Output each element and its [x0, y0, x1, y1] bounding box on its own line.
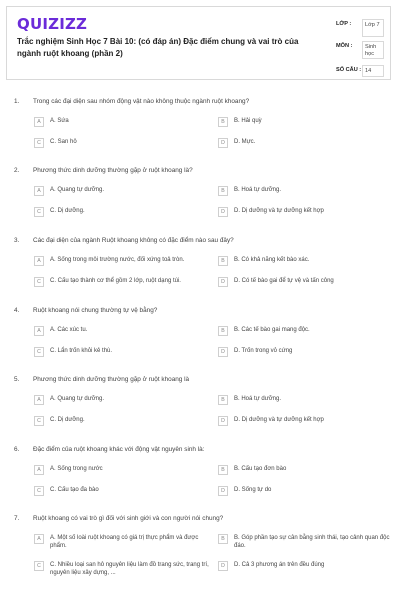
option-text: A. Các xúc tu.	[50, 327, 88, 333]
meta-label-class: LỚP :	[336, 21, 352, 27]
option-b[interactable]	[218, 117, 392, 133]
question-text: Đặc điểm của ruột khoang khác với động vật nguyên sinh là:	[33, 446, 205, 453]
option-letter-badge: C	[34, 347, 44, 357]
option-text: B. Hải quỳ	[234, 118, 262, 124]
option-a[interactable]	[34, 186, 208, 202]
option-letter-badge: C	[34, 207, 44, 217]
option-letter-badge: C	[34, 561, 44, 571]
option-letter-badge: B	[218, 326, 228, 336]
option-letter-badge: B	[218, 395, 228, 405]
question-text: Phương thức dinh dưỡng thường gặp ở ruột khoang là	[33, 376, 190, 383]
option-c[interactable]	[34, 486, 208, 502]
option-letter-badge: B	[218, 117, 228, 127]
option-text: D. Dị dưỡng và tự dưỡng kết hợp	[234, 417, 324, 423]
option-d[interactable]	[218, 138, 392, 154]
meta-row-class	[332, 19, 390, 39]
option-letter-badge: A	[34, 256, 44, 266]
option-text: D. Mực.	[234, 139, 256, 145]
question-3	[0, 237, 400, 297]
option-d[interactable]	[218, 416, 392, 432]
option-text: C. Dị dưỡng.	[50, 417, 85, 423]
question-text: Ruột khoang có vai trò gì đối với sinh giới và con người nói chung?	[33, 515, 224, 522]
option-a[interactable]	[34, 256, 208, 272]
option-b[interactable]	[218, 534, 392, 554]
meta-value-count: 14	[362, 65, 384, 77]
question-text: Ruột khoang nói chung thường tự vệ bằng?	[33, 307, 158, 314]
option-text: D. Sống tự do	[234, 487, 272, 493]
option-a[interactable]	[34, 465, 208, 481]
option-text: D. Trốn trong vỏ cứng	[234, 348, 293, 354]
option-letter-badge: C	[34, 486, 44, 496]
worksheet-header	[6, 6, 391, 80]
option-text: C. Dị dưỡng.	[50, 208, 85, 214]
option-c[interactable]	[34, 416, 208, 432]
question-number: 7.	[14, 515, 20, 522]
option-letter-badge: B	[218, 465, 228, 475]
option-letter-badge: A	[34, 117, 44, 127]
option-a[interactable]	[34, 117, 208, 133]
option-b[interactable]	[218, 395, 392, 411]
option-b[interactable]	[218, 256, 392, 272]
option-c[interactable]	[34, 138, 208, 154]
option-text: B. Cấu tạo đơn bào	[234, 466, 287, 472]
meta-label-subject: MÔN :	[336, 43, 353, 49]
option-letter-badge: A	[34, 326, 44, 336]
option-d[interactable]	[218, 277, 392, 293]
option-d[interactable]	[218, 486, 392, 502]
question-number: 1.	[14, 98, 20, 105]
option-text: D. Dị dưỡng và tự dưỡng kết hợp	[234, 208, 324, 214]
meta-label-count: SỐ CÂU :	[336, 67, 362, 73]
option-a[interactable]	[34, 326, 208, 342]
option-letter-badge: C	[34, 416, 44, 426]
option-c[interactable]	[34, 207, 208, 223]
option-text: C. Cấu tạo thành cơ thể gồm 2 lớp, ruột dạng túi.	[50, 278, 181, 284]
option-text: B. Có khả năng kết bào xác.	[234, 257, 310, 263]
option-letter-badge: C	[34, 138, 44, 148]
option-d[interactable]	[218, 561, 392, 581]
meta-value-class: Lớp 7	[362, 19, 384, 37]
meta-row-subject	[332, 41, 390, 61]
question-2	[0, 167, 400, 227]
option-letter-badge: D	[218, 347, 228, 357]
option-d[interactable]	[218, 207, 392, 223]
option-a[interactable]	[34, 534, 208, 554]
quizizz-logo: QUIZIZZ	[17, 15, 88, 33]
question-number: 5.	[14, 376, 20, 383]
option-text: A. Sống trong nước	[50, 466, 103, 472]
option-c[interactable]	[34, 277, 208, 293]
question-4	[0, 307, 400, 367]
option-letter-badge: A	[34, 395, 44, 405]
option-b[interactable]	[218, 465, 392, 481]
option-letter-badge: A	[34, 534, 44, 544]
question-7	[0, 515, 400, 595]
option-text: A. Sống trong môi trường nước, đối xứng toả tròn.	[50, 257, 185, 263]
option-letter-badge: D	[218, 561, 228, 571]
option-letter-badge: D	[218, 486, 228, 496]
option-text: D. Cả 3 phương án trên đều đúng	[234, 562, 325, 568]
option-text: B. Góp phần tạo sự cân bằng sinh thái, tạo cảnh quan độc đáo.	[234, 535, 390, 549]
option-letter-badge: B	[218, 256, 228, 266]
option-text: A. Sứa	[50, 118, 69, 124]
option-text: C. San hô	[50, 139, 77, 145]
option-b[interactable]	[218, 186, 392, 202]
option-b[interactable]	[218, 326, 392, 342]
question-text: Trong các đại diện sau nhóm động vật nào không thuộc ngành ruột khoang?	[33, 98, 250, 105]
option-text: B. Các tế bào gai mang độc.	[234, 327, 310, 333]
option-text: B. Hoá tự dưỡng.	[234, 187, 281, 193]
option-letter-badge: A	[34, 465, 44, 475]
option-d[interactable]	[218, 347, 392, 363]
option-text: C. Cấu tạo đa bào	[50, 487, 99, 493]
option-text: A. Quang tự dưỡng.	[50, 396, 104, 402]
option-letter-badge: D	[218, 277, 228, 287]
option-text: A. Quang tự dưỡng.	[50, 187, 104, 193]
option-letter-badge: D	[218, 207, 228, 217]
meta-row-count	[332, 65, 390, 85]
option-letter-badge: D	[218, 138, 228, 148]
option-letter-badge: A	[34, 186, 44, 196]
option-text: A. Một số loài ruột khoang có giá trị thực phẩm và được phẩm.	[50, 535, 199, 549]
option-letter-badge: B	[218, 534, 228, 544]
meta-value-subject: Sinh học	[362, 41, 384, 59]
option-letter-badge: B	[218, 186, 228, 196]
question-number: 6.	[14, 446, 20, 453]
option-letter-badge: C	[34, 277, 44, 287]
question-1	[0, 98, 400, 158]
question-number: 2.	[14, 167, 20, 174]
option-letter-badge: D	[218, 416, 228, 426]
question-text: Các đại diện của ngành Ruột khoang không có đặc điểm nào sau đây?	[33, 237, 234, 244]
question-6	[0, 446, 400, 506]
question-text: Phương thức dinh dưỡng thường gặp ở ruột khoang là?	[33, 167, 193, 174]
question-5	[0, 376, 400, 436]
option-text: B. Hoá tự dưỡng.	[234, 396, 281, 402]
option-c[interactable]	[34, 561, 208, 581]
option-text: D. Có tế bào gai để tự vệ và tấn công	[234, 278, 334, 284]
option-a[interactable]	[34, 395, 208, 411]
option-text: C. Lẩn trốn khỏi kẻ thù.	[50, 348, 113, 354]
option-text: C. Nhiều loại san hô nguyên liệu làm đồ trang sức, trang trí, nguyên liệu xây dựng, ...	[50, 562, 209, 576]
quiz-title: Trắc nghiệm Sinh Học 7 Bài 10: (có đáp án) Đặc điểm chung và vai trò của ngành ruột khoang (phần 2)	[17, 37, 299, 58]
option-c[interactable]	[34, 347, 208, 363]
question-number: 4.	[14, 307, 20, 314]
question-number: 3.	[14, 237, 20, 244]
